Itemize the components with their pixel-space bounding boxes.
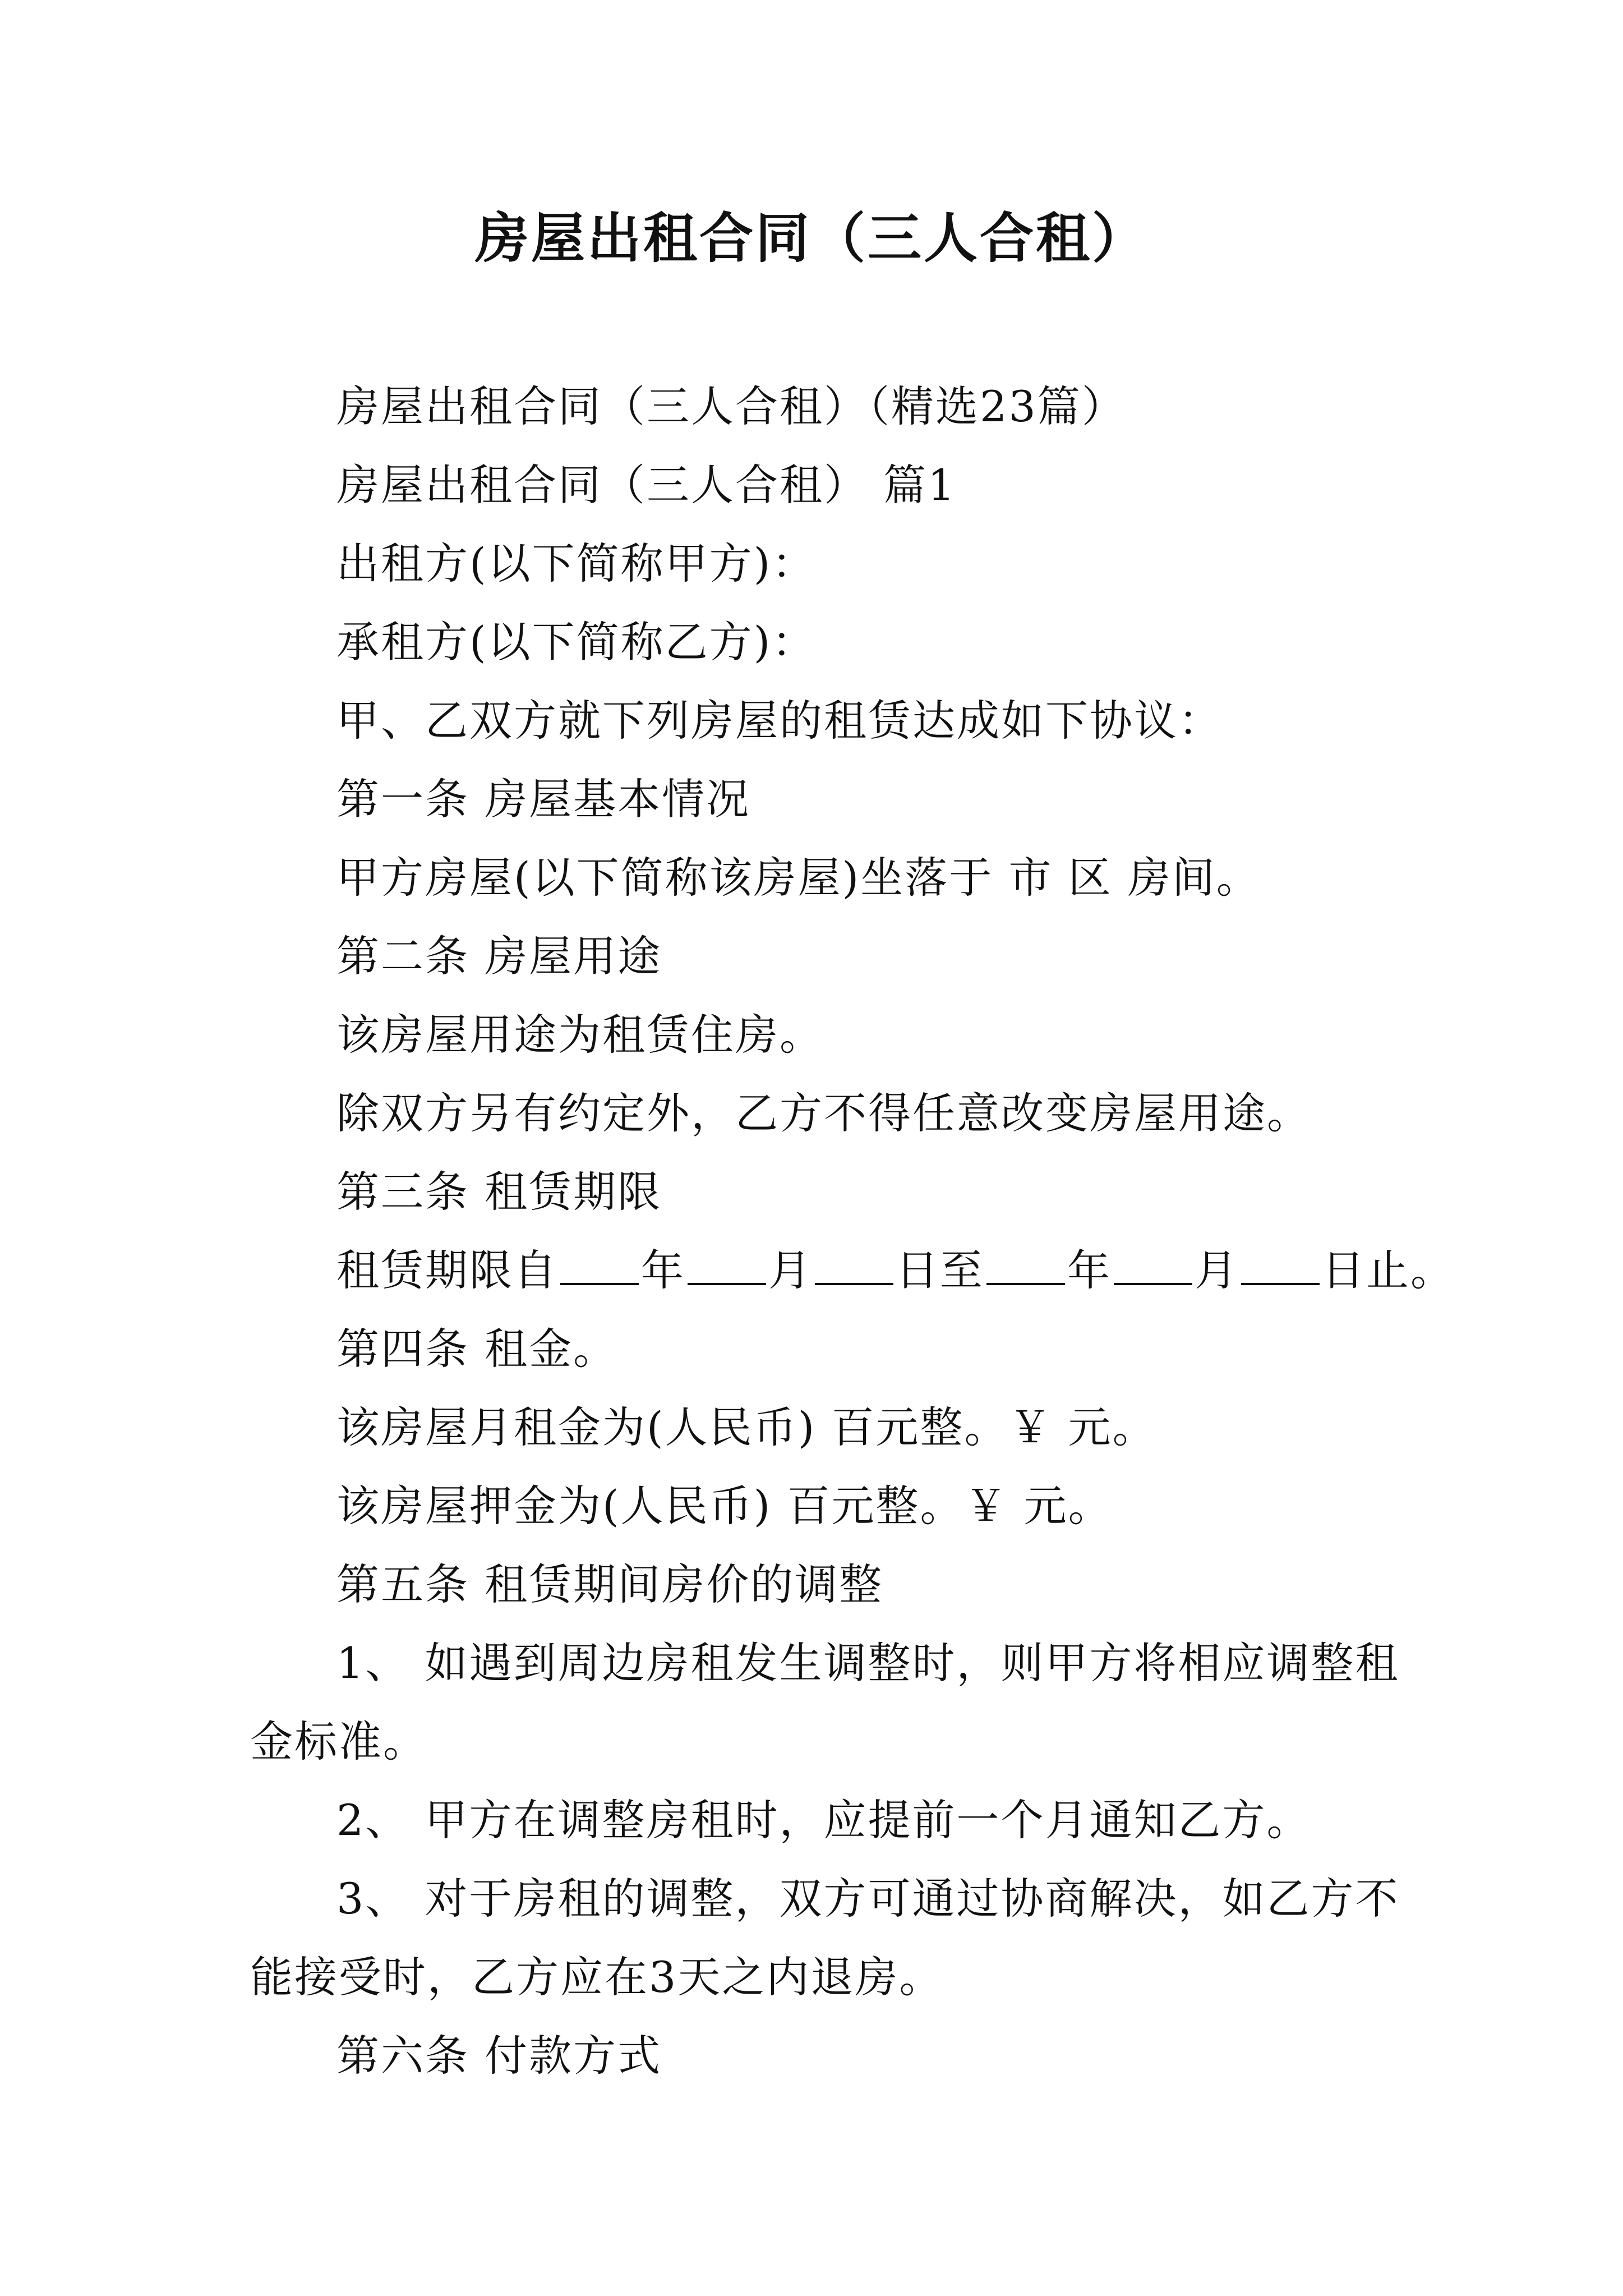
day-end-blank[interactable] [1241, 1248, 1320, 1285]
deposit-line: 该房屋押金为(人民币) 百元整。￥ 元。 [336, 1481, 1113, 1531]
month-start-blank[interactable] [688, 1248, 766, 1285]
article-5-item-1: 1、 如遇到周边房租发生调整时，则甲方将相应调整租 [336, 1638, 1400, 1688]
year-end-label: 年 [1067, 1245, 1112, 1295]
article-2-body-1: 该房屋用途为租赁住房。 [336, 1010, 824, 1060]
month-start-label: 月 [768, 1245, 813, 1295]
year-start-label: 年 [641, 1245, 685, 1295]
term-prefix: 租赁期限自 [336, 1245, 558, 1295]
month-end-blank[interactable] [1114, 1248, 1192, 1285]
article-5-heading: 第五条 租赁期间房价的调整 [336, 1559, 884, 1609]
article-6-heading: 第六条 付款方式 [336, 2031, 662, 2081]
article-4-heading: 第四条 租金。 [336, 1324, 618, 1374]
monthly-rent-line: 该房屋月租金为(人民币) 百元整。￥ 元。 [336, 1402, 1157, 1452]
article-2-heading: 第二条 房屋用途 [336, 931, 662, 981]
article-5-item-3: 3、 对于房租的调整，双方可通过协商解决，如乙方不 [336, 1874, 1400, 1924]
article-5-item-3-cont: 能接受时，乙方应在3天之内退房。 [250, 1952, 944, 2002]
article-5-item-2: 2、 甲方在调整房租时，应提前一个月通知乙方。 [336, 1795, 1311, 1845]
article-1-body: 甲方房屋(以下简称该房屋)坐落于 市 区 房间。 [336, 853, 1261, 903]
document-title: 房屋出租合同（三人合租） [475, 206, 1148, 270]
year-start-blank[interactable] [560, 1248, 639, 1285]
day-start-label: 日至 [896, 1245, 984, 1295]
article-3-heading: 第三条 租赁期限 [336, 1167, 662, 1217]
subtitle-line: 房屋出租合同（三人合租）（精选23篇） [336, 381, 1126, 431]
agreement-intro: 甲、乙双方就下列房屋的租赁达成如下协议： [336, 696, 1223, 746]
day-end-label: 日止。 [1322, 1245, 1455, 1295]
year-end-blank[interactable] [986, 1248, 1065, 1285]
lessor-line: 出租方(以下简称甲方)： [336, 539, 817, 588]
day-start-blank[interactable] [815, 1248, 893, 1285]
article-5-item-1-cont: 金标准。 [250, 1717, 427, 1766]
article-3-term-line [336, 1240, 1455, 1301]
month-end-label: 月 [1195, 1245, 1239, 1295]
lessee-line: 承租方(以下简称乙方)： [336, 617, 817, 667]
article-1-heading: 第一条 房屋基本情况 [336, 774, 751, 824]
article-2-body-2: 除双方另有约定外，乙方不得任意改变房屋用途。 [336, 1088, 1311, 1138]
section-heading-1: 房屋出租合同（三人合租） 篇1 [336, 460, 957, 510]
